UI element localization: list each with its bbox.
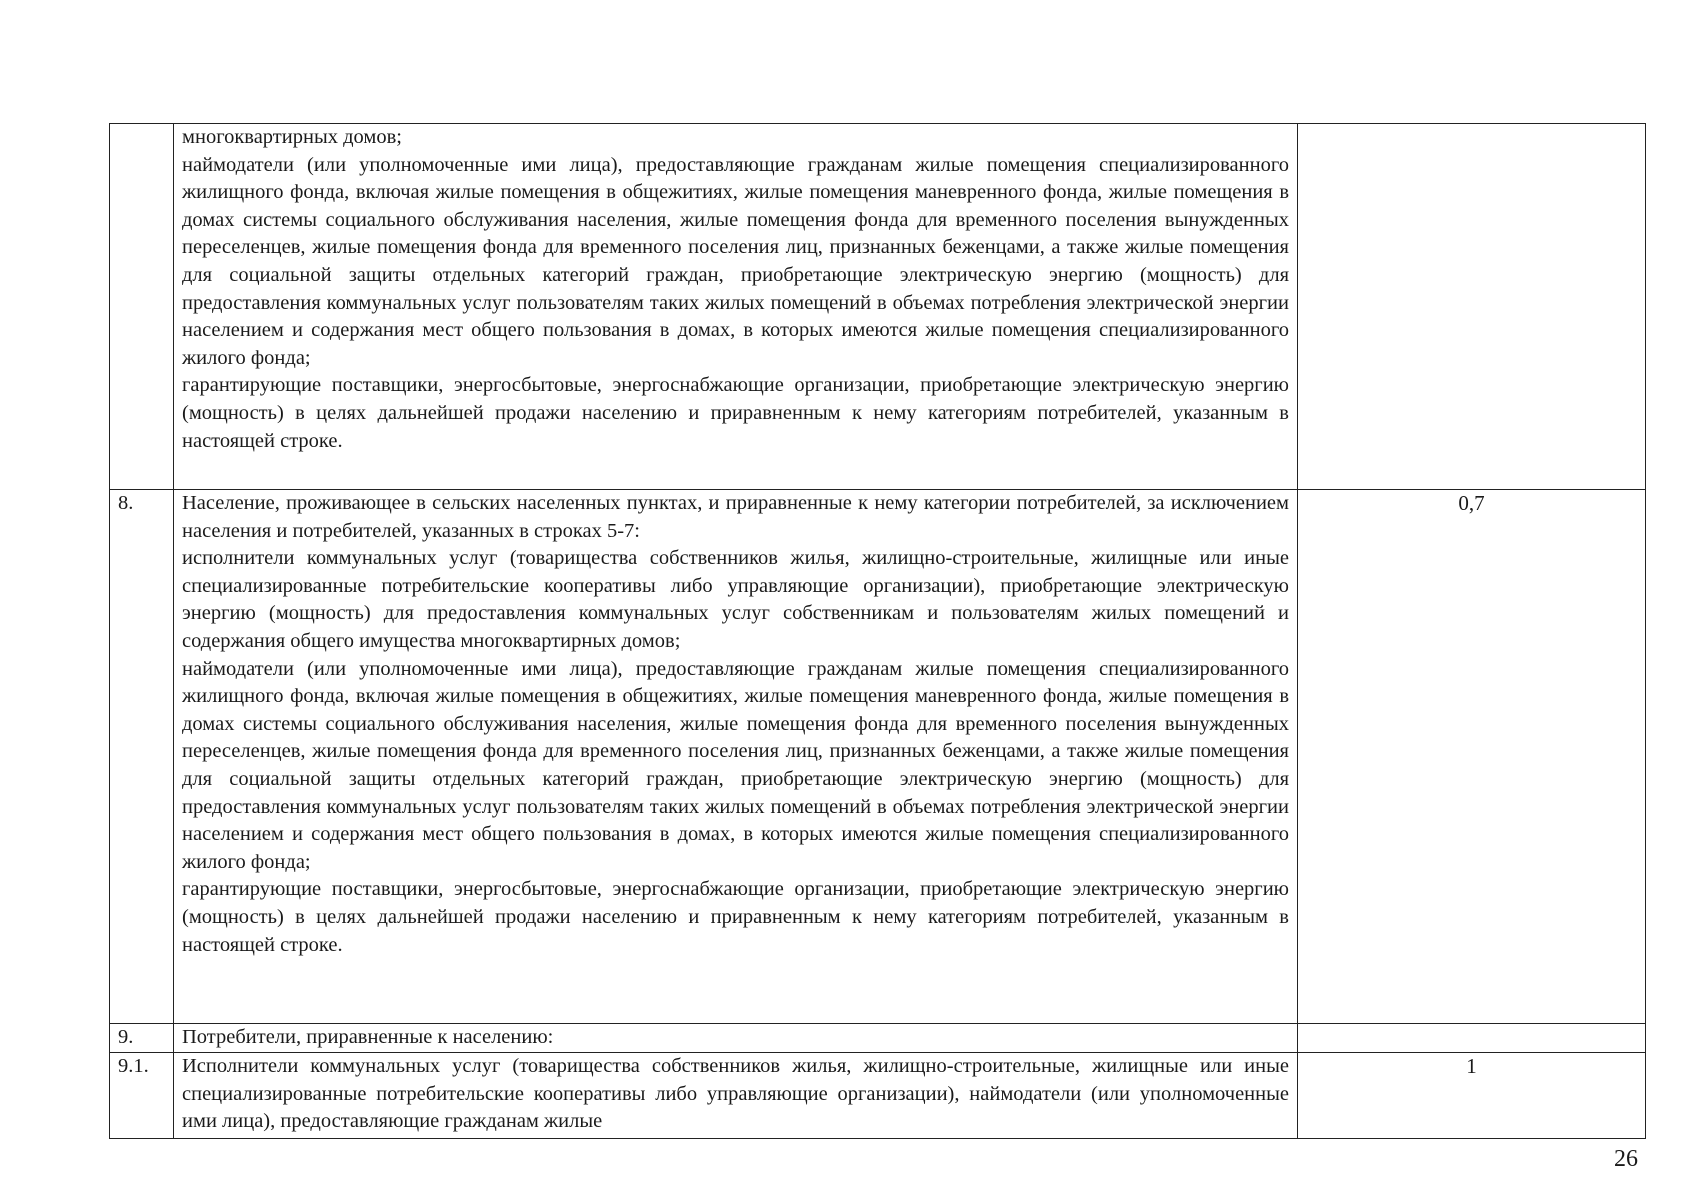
paragraph: исполнители коммунальных услуг (товарищества собственников жилья, жилищно-строительные, жилищные или иные специализированные потребительские кооперативы либо управляющие организации), приобретающие электрическую энергию (мощность) для предоставления коммунальных услуг собственникам и пользователям жилых помещений и содержания общего имущества многоквартирных домов; xyxy=(182,547,1289,652)
row-description-cell xyxy=(174,1024,1298,1053)
row-description-cell xyxy=(174,1053,1298,1139)
row-value-cell xyxy=(1298,124,1646,490)
table-row-9 xyxy=(110,1024,1646,1053)
paragraph: гарантирующие поставщики, энергосбытовые, энергоснабжающие организации, приобретающие электрическую энергию (мощность) в целях дальнейшей продажи населению и приравненным к нему категориям потребителей, указанным в настоящей строке. xyxy=(182,878,1289,956)
page-number: 26 xyxy=(1614,1146,1638,1172)
paragraph: Исполнители коммунальных услуг (товарищества собственников жилья, жилищно-строительные, жилищные или иные специализированные потребительские кооперативы либо управляющие организации), наймодатели (или уполномоченные ими лица), предоставляющие гражданам жилые xyxy=(182,1055,1289,1133)
table-row-continuation xyxy=(110,124,1646,490)
row-value-cell: 0,7 xyxy=(1298,490,1646,1024)
tariff-coefficients-table xyxy=(109,123,1646,1139)
paragraph: наймодатели (или уполномоченные ими лица), предоставляющие гражданам жилые помещения специализированного жилищного фонда, включая жилые помещения в общежитиях, жилые помещения маневренного фонда, жилые помещения в домах системы социального обслуживания населения, жилые помещения фонда для временного поселения вынужденных переселенцев, жилые помещения фонда для временного поселения лиц, признанных беженцами, а также жилые помещения для социальной защиты отдельных категорий граждан, приобретающие электрическую энергию (мощность) для предоставления коммунальных услуг пользователям таких жилых помещений в объемах потребления электрической энергии населением и содержания мест общего пользования в домах, в которых имеются жилые помещения специализированного жилого фонда; xyxy=(182,153,1289,369)
row-value-cell xyxy=(1298,1024,1646,1053)
paragraph: гарантирующие поставщики, энергосбытовые, энергоснабжающие организации, приобретающие электрическую энергию (мощность) в целях дальнейшей продажи населению и приравненным к нему категориям потребителей, указанным в настоящей строке. xyxy=(182,374,1289,452)
table-row-9-1 xyxy=(110,1053,1646,1139)
row-value-cell: 1 xyxy=(1298,1053,1646,1139)
row-description-cell xyxy=(174,490,1298,1024)
row-description-cell xyxy=(174,124,1298,490)
paragraph: наймодатели (или уполномоченные ими лица), предоставляющие гражданам жилые помещения специализированного жилищного фонда, включая жилые помещения в общежитиях, жилые помещения маневренного фонда, жилые помещения в домах системы социального обслуживания населения, жилые помещения фонда для временного поселения вынужденных переселенцев, жилые помещения фонда для временного поселения лиц, признанных беженцами, а также жилые помещения для социальной защиты отдельных категорий граждан, приобретающие электрическую энергию (мощность) для предоставления коммунальных услуг пользователям таких жилых помещений в объемах потребления электрической энергии населением и содержания мест общего пользования в домах, в которых имеются жилые помещения специализированного жилого фонда; xyxy=(182,657,1289,873)
row-number-cell xyxy=(110,124,174,490)
table-row-8 xyxy=(110,490,1646,1024)
row-number-cell: 9.1. xyxy=(110,1053,174,1139)
paragraph: многоквартирных домов; xyxy=(182,126,402,148)
row-number-cell: 9. xyxy=(110,1024,174,1053)
row-number-cell: 8. xyxy=(110,490,174,1024)
paragraph: Население, проживающее в сельских населенных пунктах, и приравненные к нему категории потребителей, за исключением населения и потребителей, указанных в строках 5-7: xyxy=(182,492,1289,542)
paragraph: Потребители, приравненные к населению: xyxy=(182,1026,554,1048)
